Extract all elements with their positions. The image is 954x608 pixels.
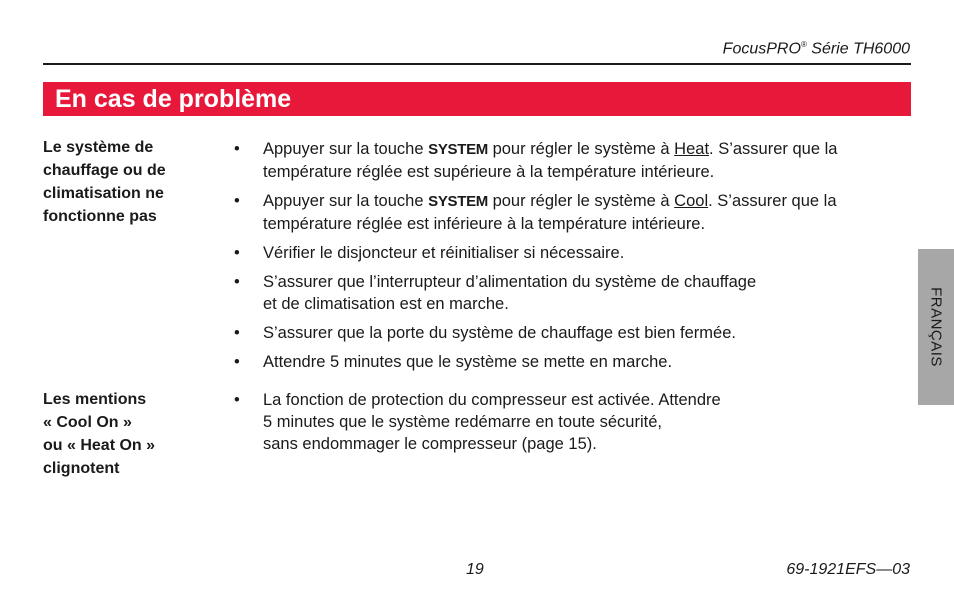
document-code: 69-1921EFS—03 — [786, 561, 910, 578]
language-tab — [918, 249, 954, 405]
text: Appuyer sur la touche — [263, 192, 429, 210]
bullet-icon: • — [234, 192, 240, 210]
list-item — [232, 242, 912, 264]
registered-mark: ® — [800, 40, 807, 49]
bullet-icon: • — [234, 140, 240, 158]
bullet-icon: • — [234, 244, 240, 262]
brand-name: FocusPRO — [722, 40, 801, 58]
label-line: « Cool On » — [43, 414, 132, 431]
text: Vérifier le disjoncteur et réinitialiser si nécessaire. — [263, 244, 625, 262]
solution-list-flashing — [232, 389, 912, 462]
text: pour régler le système à — [488, 192, 675, 210]
text: pour régler le système à — [488, 140, 675, 158]
page-title: En cas de problème — [55, 85, 292, 113]
label-line: Le système de — [43, 139, 154, 156]
list-item — [232, 190, 912, 235]
system-key-label: SYSTEM — [428, 141, 488, 158]
label-line: Les mentions — [43, 391, 147, 408]
label-line: fonctionne pas — [43, 208, 157, 225]
text-line: et de climatisation est en marche. — [263, 295, 509, 313]
header-series-title — [723, 40, 910, 58]
bullet-icon: • — [234, 324, 240, 342]
bullet-icon: • — [234, 273, 240, 291]
text-line: 5 minutes que le système redémarre en toute sécurité, — [263, 413, 662, 431]
list-item — [232, 138, 912, 183]
text-line: S’assurer que l’interrupteur d’alimentation du système de chauffage — [263, 273, 757, 291]
series-name: Série TH6000 — [806, 40, 910, 58]
list-item — [232, 351, 912, 373]
header-rule — [43, 63, 911, 65]
label-line: climatisation ne — [43, 185, 164, 202]
text: Appuyer sur la touche — [263, 140, 429, 158]
mode-heat-label: Heat — [674, 140, 710, 158]
list-item — [232, 271, 912, 315]
label-line: chauffage ou de — [43, 162, 166, 179]
system-key-label: SYSTEM — [428, 193, 488, 210]
language-label: FRANÇAIS — [927, 287, 945, 367]
list-item — [232, 322, 912, 344]
label-line: ou « Heat On » — [43, 437, 156, 454]
bullet-icon: • — [234, 391, 240, 409]
text: . S’assurer que la température réglée est inférieure à la température intérieure. — [263, 192, 837, 233]
list-item — [232, 389, 912, 455]
solution-list-no-heat-cool — [232, 138, 912, 380]
section-title-bar — [43, 82, 911, 116]
text-line: La fonction de protection du compresseur est activée. Attendre — [263, 391, 721, 409]
problem-label-flashing — [43, 388, 223, 480]
problem-label-no-heat-cool — [43, 136, 223, 228]
mode-cool-label: Cool — [674, 192, 709, 210]
text: . S’assurer que la température réglée est supérieure à la température intérieure. — [263, 140, 838, 181]
bullet-icon: • — [234, 353, 240, 371]
text: S’assurer que la porte du système de chauffage est bien fermée. — [263, 324, 736, 342]
text: Attendre 5 minutes que le système se mette en marche. — [263, 353, 673, 371]
label-line: clignotent — [43, 460, 120, 477]
text-line: sans endommager le compresseur (page 15). — [263, 435, 597, 453]
page-number: 19 — [466, 561, 484, 578]
